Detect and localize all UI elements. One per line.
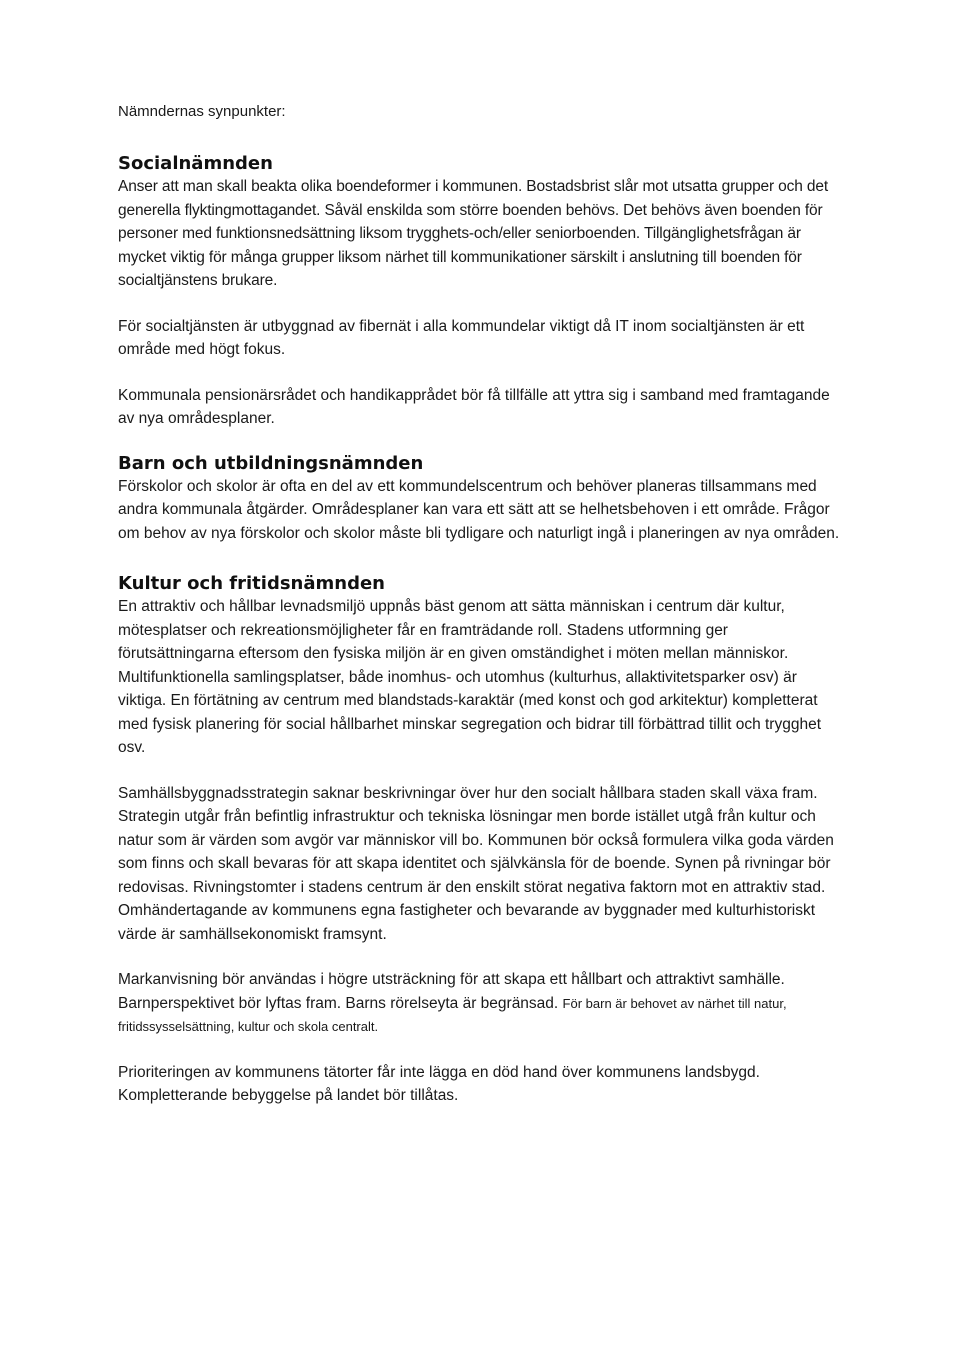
- section-kultur-och-fritidsnamnden: [118, 573, 848, 1108]
- paragraph: Kommunala pensionärsrådet och handikapprådet bör få tillfälle att yttra sig i samband med framtagande av nya områdesplaner.: [118, 386, 830, 427]
- paragraph-small-text: För barn är behovet av närhet till natur, fritidssysselsättning, kultur och skola centralt.: [118, 995, 787, 1034]
- section-heading: Barn och utbildningsnämnden: [118, 452, 424, 474]
- paragraph: En attraktiv och hållbar levnadsmiljö uppnås bäst genom att sätta människan i centrum där kultur, mötesplatser och rekreationsmöjligheter får en framträdande roll. Stadens utformning ger förutsättningarna eftersom den fysiska miljön är en given omständighet i möten mellan människor. Multifunktionella samlingsplatser, både inomhus- och utomhus (kulturhus, allaktivitetsparker osv) är viktiga. En förtätning av centrum med blandstads-karaktär (med konst och god arkitektur) kompletterat med fysisk planering för social hållbarhet minskar segregation och bidrar till förbättrad tillit och trygghet osv.: [118, 598, 822, 756]
- paragraph: För socialtjänsten är utbyggnad av fibernät i alla kommundelar viktigt då IT inom socialtjänsten är ett område med högt fokus.: [118, 317, 805, 358]
- section-socialnamnden: [118, 153, 848, 431]
- section-barn-och-utbildningsnamnden: [118, 453, 848, 546]
- document-page: [118, 100, 848, 1108]
- paragraph: Anser att man skall beakta olika boendeformer i kommunen. Bostadsbrist slår mot utsatta grupper och det generella flyktingmottagandet. Såväl enskilda som större boenden behövs. Det behövs även boenden för personer med funktionsnedsättning liksom trygghets-och/eller seniorboenden. Tillgänglighetsfrågan är mycket viktig för många grupper liksom närhet till kommunikationer särskilt i anslutning till boenden för socialtjänstens brukare.: [118, 178, 828, 289]
- paragraph: Förskolor och skolor är ofta en del av ett kommundelscentrum och behöver planeras tillsammans med andra kommunala åtgärder. Områdesplaner kan vara ett sätt att se helhetsbehoven i ett område. Frågor om behov av nya förskolor och skolor måste bli tydligare och naturligt ingå i planeringen av nya områden.: [118, 477, 840, 542]
- paragraph: Samhällsbyggnadsstrategin saknar beskrivningar över hur den socialt hållbara staden skall växa fram. Strategin utgår från befintlig infrastruktur och tekniska lösningar men borde istället utgå från kultur och natur som är värden som avgör var människor vill bo. Kommunen bör också formulera vilka goda värden som finns och skall bevaras för att skapa identitet och självkänsla för de boende. Synen på rivningar bör redovisas. Rivningstomter i stadens centrum är den enskilt störat negativa faktorn mot en attraktiv stad. Omhändertagande av kommunens egna fastigheter och bevarande av byggnader med kulturhistoriskt värde är samhällsekonomiskt framsynt.: [118, 784, 834, 943]
- section-heading: Socialnämnden: [118, 153, 273, 174]
- section-heading: Kultur och fritidsnämnden: [118, 573, 385, 594]
- paragraph-main-text: Markanvisning bör användas i högre utsträckning för att skapa ett hållbart och attraktivt samhälle. Barnperspektivet bör lyftas fram. Barns rörelseyta är begränsad.: [118, 971, 785, 1012]
- paragraph: Prioriteringen av kommunens tätorter får inte lägga en död hand över kommunens landsbygd. Kompletterande bebyggelse på landet bör tillåtas.: [118, 1063, 760, 1104]
- paragraph: [118, 968, 848, 1039]
- intro-label: Nämndernas synpunkter:: [118, 103, 286, 120]
